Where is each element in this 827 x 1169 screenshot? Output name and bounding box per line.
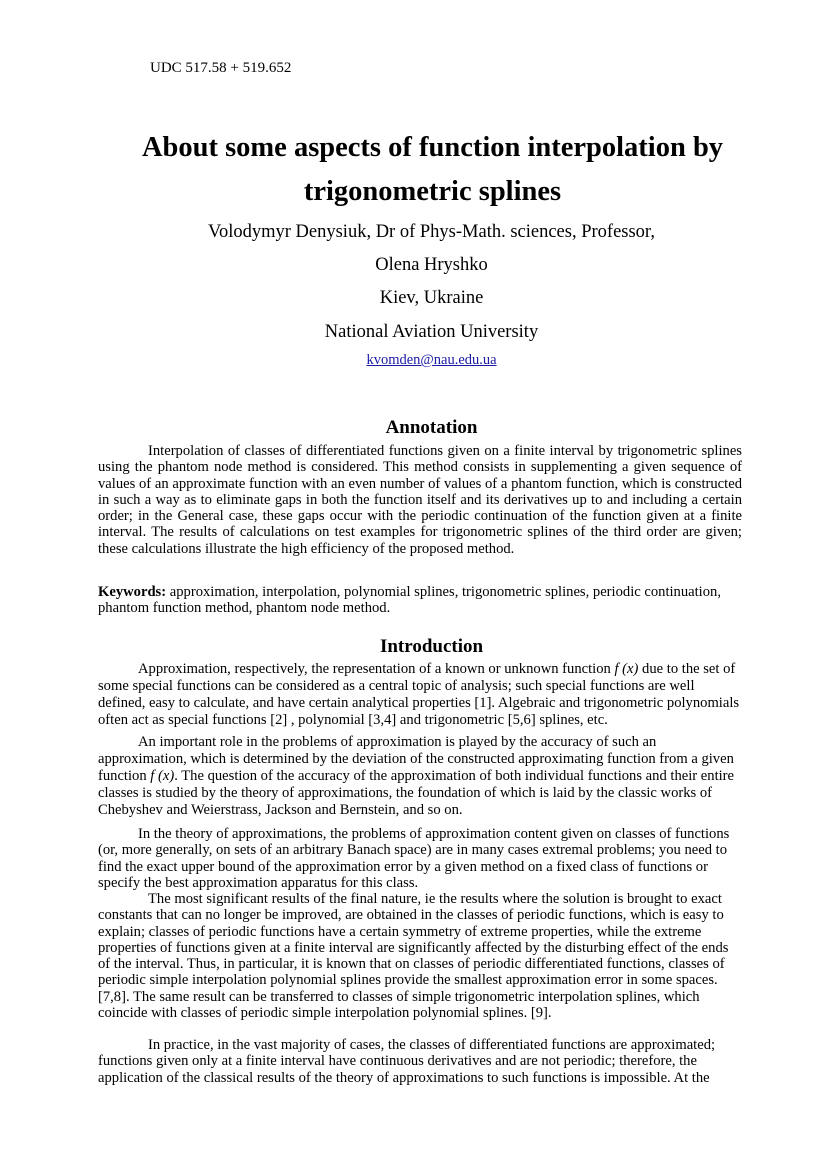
email-link[interactable]: kvomden@nau.edu.ua	[366, 352, 497, 368]
annotation-text: Interpolation of classes of differentiated functions given on a finite interval by trigonometric splines using the phantom node method is considered. This method consists in supplementing a given sequence of values of an approximate function with an even number of values of a phantom function, which is constructed in such a way as to eliminate gaps in both the function itself and its derivatives up to and including a certain order; in the General case, these gaps occur with the periodic continuation of the function given at a finite interval. The results of calculations on test examples for trigonometric splines of the third order are given; these calculations illustrate the high efficiency of the proposed method.	[98, 443, 742, 557]
annotation-heading: Annotation	[385, 417, 478, 438]
intro-paragraph-3: In the theory of approximations, the problems of approximation content given on classes of functions (or, more generally, on sets of an arbitrary Banach space) are in many cases extremal problems; you need to find the exact upper bound of the approximation error by a given method on a fixed class of functions or specify the best approximation apparatus for this class.	[98, 826, 730, 891]
intro-p2-start: An important role in the problems of approximation is played by the accuracy of such an approximation, which is determined by the deviation of the constructed approximating function from a given function	[98, 734, 734, 784]
author-line-2: Olena Hryshko	[375, 255, 488, 275]
function-fx: f (x)	[614, 661, 639, 677]
keywords-text: approximation, interpolation, polynomial splines, trigonometric splines, periodic continuation, phantom function method, phantom node method.	[98, 584, 721, 617]
intro-paragraph-2	[98, 734, 742, 819]
intro-paragraph-1	[98, 661, 742, 729]
affiliation-line: National Aviation University	[324, 322, 539, 342]
introduction-heading: Introduction	[379, 636, 484, 657]
intro-p1-rest: due to the set of some special functions can be considered as a central topic of analysis; such special functions are well defined, easy to calculate, and have certain analytical properties [1]. Algebraic and trigonometric polynomials often act as special functions [2] , polynomial [3,4] and trigonometric [5,6] splines, etc.	[98, 661, 740, 728]
intro-paragraph-4: The most significant results of the final nature, ie the results where the solution is brought to exact constants that can no longer be improved, are obtained in the classes of periodic functions, which is easy to explain; classes of periodic functions have a certain symmetry of extreme properties, while the extreme properties of functions given at a finite interval are significantly affected by the disturbing effect of the ends of the interval. Thus, in particular, it is known that on classes of periodic differentiated functions, classes of periodic simple interpolation polynomial splines provide the smallest approximation error in some spaces. [7,8]. The same result can be transferred to classes of simple trigonometric interpolation splines, which coincide with classes of periodic simple interpolation polynomial splines. [9].	[98, 891, 729, 1022]
intro-p2-rest: . The question of the accuracy of the approximation of both individual functions and their entire classes is studied by the theory of approximations, the foundation of which is laid by the classic works of Chebyshev and Weierstrass, Jackson and Bernstein, and so on.	[98, 768, 735, 818]
intro-paragraph-5: In practice, in the vast majority of cases, the classes of differentiated functions are approximated; functions given only at a finite interval have continuous derivatives and are not periodic; therefore, the application of the classical results of the theory of approximations to such functions is impossible. At the	[98, 1037, 716, 1086]
location-line: Kiev, Ukraine	[379, 288, 484, 308]
keywords-label: Keywords:	[98, 584, 167, 600]
function-fx-2: f (x)	[150, 768, 175, 784]
keywords-paragraph	[98, 584, 742, 617]
author-line-1: Volodymyr Denysiuk, Dr of Phys-Math. sciences, Professor,	[208, 222, 655, 242]
udc-code: UDC 517.58 + 519.652	[150, 60, 292, 76]
author-email	[0, 352, 827, 369]
intro-p1-start: Approximation, respectively, the representation of a known or unknown function	[138, 661, 615, 677]
paper-title: About some aspects of function interpolation by trigonometric splines	[141, 132, 724, 207]
